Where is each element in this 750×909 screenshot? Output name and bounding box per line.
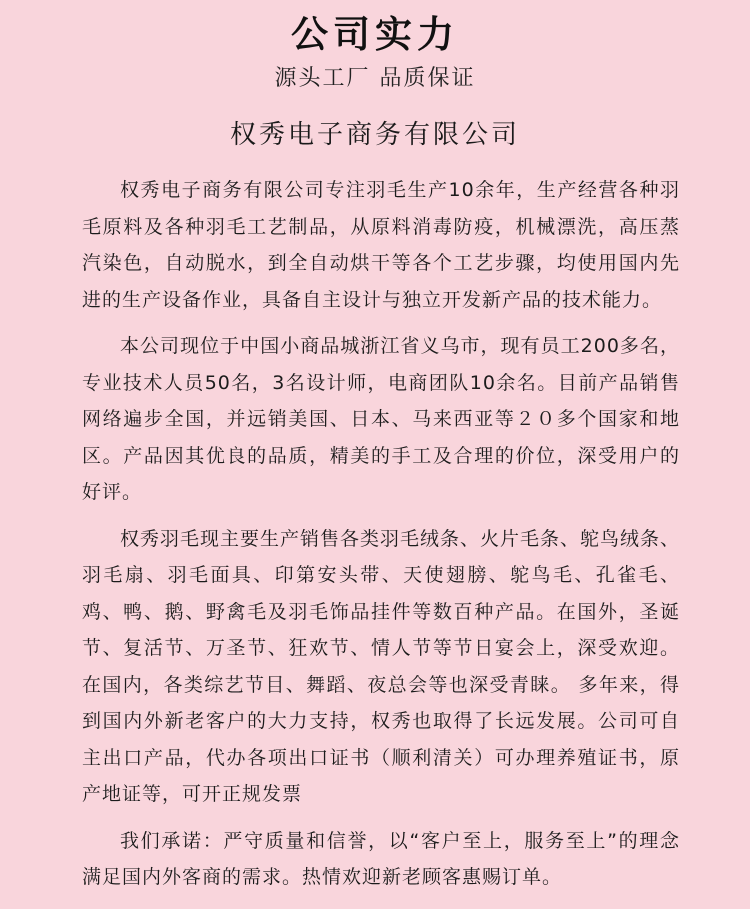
paragraph-promise: 我们承诺：严守质量和信誉，以“客户至上，服务至上”的理念满足国内外客商的需求。热情欢迎新老顾客惠赐订单。 — [82, 829, 680, 888]
page-title: 公司实力 — [291, 13, 459, 56]
paragraph-location: 本公司现位于中国小商品城浙江省义乌市，现有员工200多名，专业技术人员50名，3名设计师，电商团队10余名。目前产品销售网络遍步全国，并远销美国、日本、马来西亚等２０多个国家和地区。产品因其优良的品质，精美的手工及合理的价位，深受用户的好评。 — [82, 335, 680, 503]
company-description — [82, 172, 680, 896]
paragraph-products: 权秀羽毛现主要生产销售各类羽毛绒条、火片毛条、鸵鸟绒条、羽毛扇、羽毛面具、印第安头带、天使翅膀、鸵鸟毛、孔雀毛、鸡、鸭、鹅、野禽毛及羽毛饰品挂件等数百种产品。在国外，圣诞节、复活节、万圣节、狂欢节、情人节等节日宴会上，深受欢迎。在国内，各类综艺节目、舞蹈、夜总会等也深受青睐。 多年来，得到国内外新老客户的大力支持，权秀也取得了长远发展。公司可自主出口产品，代办各项出口证书（顺利清关）可办理养殖证书，原产地证等，可开正规发票 — [82, 527, 681, 805]
paragraph-intro: 权秀电子商务有限公司专注羽毛生产10余年，生产经营各种羽毛原料及各种羽毛工艺制品，从原料消毒防疫，机械漂洗，高压蒸汽染色，自动脱水，到全自动烘干等各个工艺步骤，均使用国内先进的生产设备作业，具备自主设计与独立开发新产品的技术能力。 — [82, 179, 680, 311]
page-subtitle: 源头工厂 品质保证 — [274, 66, 476, 91]
company-name: 权秀电子商务有限公司 — [229, 120, 520, 150]
